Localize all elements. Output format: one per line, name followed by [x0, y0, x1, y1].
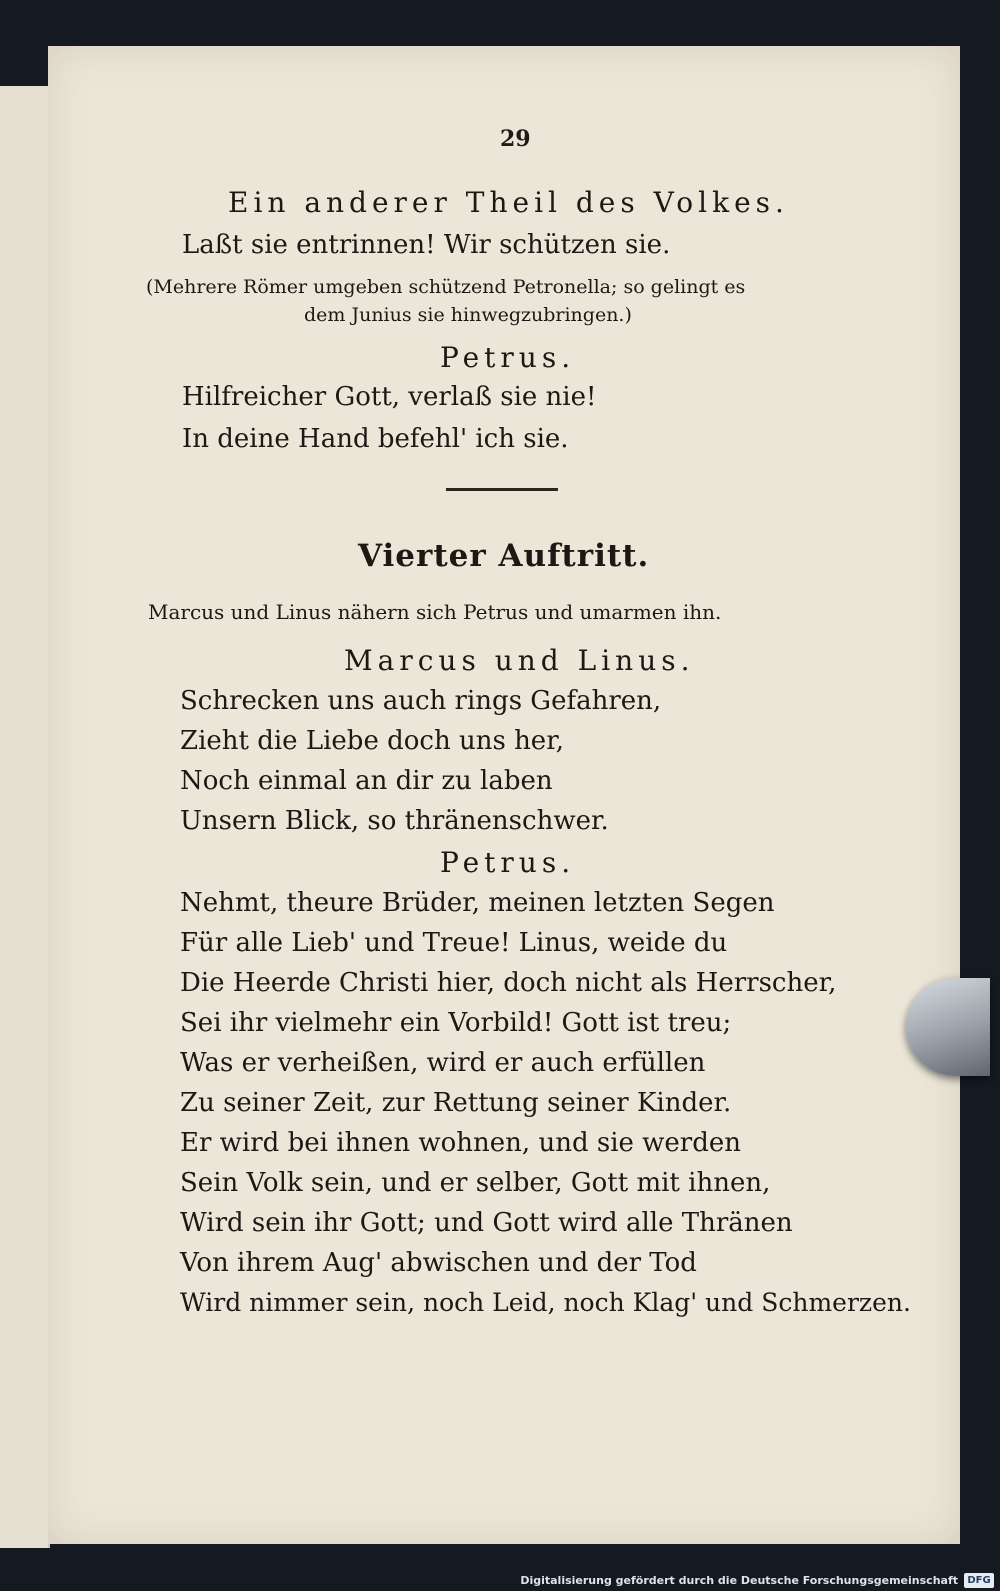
page-number: 29	[500, 126, 531, 152]
verse-line: Unsern Blick, so thränenschwer.	[180, 806, 609, 836]
speaker-marcus-linus: Marcus und Linus.	[344, 644, 695, 677]
book-page	[48, 46, 960, 1544]
verse-line: Schrecken uns auch rings Gefahren,	[180, 686, 662, 716]
dfg-logo: DFG	[964, 1573, 994, 1588]
verse-line: Sei ihr vielmehr ein Vorbild! Gott ist treu;	[180, 1008, 732, 1038]
speaker-petrus: Petrus.	[440, 341, 576, 374]
verse-line: Von ihrem Aug' abwischen und der Tod	[180, 1248, 697, 1278]
facing-page-edge	[0, 86, 50, 1548]
digitization-credit: Digitalisierung gefördert durch die Deutsche Forschungsgemeinschaft	[520, 1574, 958, 1587]
speaker-people: Ein anderer Theil des Volkes.	[228, 186, 789, 219]
verse-line: Zu seiner Zeit, zur Rettung seiner Kinder.	[180, 1088, 732, 1118]
verse-line: Wird nimmer sein, noch Leid, noch Klag' und Schmerzen.	[180, 1288, 911, 1317]
verse-line: Für alle Lieb' und Treue! Linus, weide du	[180, 928, 728, 958]
stage-direction: (Mehrere Römer umgeben schützend Petronella; so gelingt es	[146, 276, 746, 298]
verse-line: Zieht die Liebe doch uns her,	[180, 726, 565, 756]
verse-line: Er wird bei ihnen wohnen, und sie werden	[180, 1128, 742, 1158]
verse-line: Hilfreicher Gott, verlaß sie nie!	[182, 382, 597, 412]
stage-direction: Marcus und Linus nähern sich Petrus und umarmen ihn.	[148, 600, 722, 624]
verse-line: Noch einmal an dir zu laben	[180, 766, 553, 796]
speaker-petrus: Petrus.	[440, 846, 576, 879]
verse-line: Laßt sie entrinnen! Wir schützen sie.	[182, 230, 671, 260]
verse-line: Die Heerde Christi hier, doch nicht als Herrscher,	[180, 968, 837, 998]
verse-line: Sein Volk sein, und er selber, Gott mit ihnen,	[180, 1168, 771, 1198]
verse-line: Wird sein ihr Gott; und Gott wird alle Thränen	[180, 1208, 793, 1238]
stage-direction: dem Junius sie hinwegzubringen.)	[304, 304, 632, 326]
scene-heading: Vierter Auftritt.	[358, 538, 650, 574]
verse-line: Nehmt, theure Brüder, meinen letzten Segen	[180, 888, 775, 918]
verse-line: In deine Hand befehl' ich sie.	[182, 424, 569, 454]
section-divider	[446, 488, 558, 491]
verse-line: Was er verheißen, wird er auch erfüllen	[180, 1048, 706, 1078]
